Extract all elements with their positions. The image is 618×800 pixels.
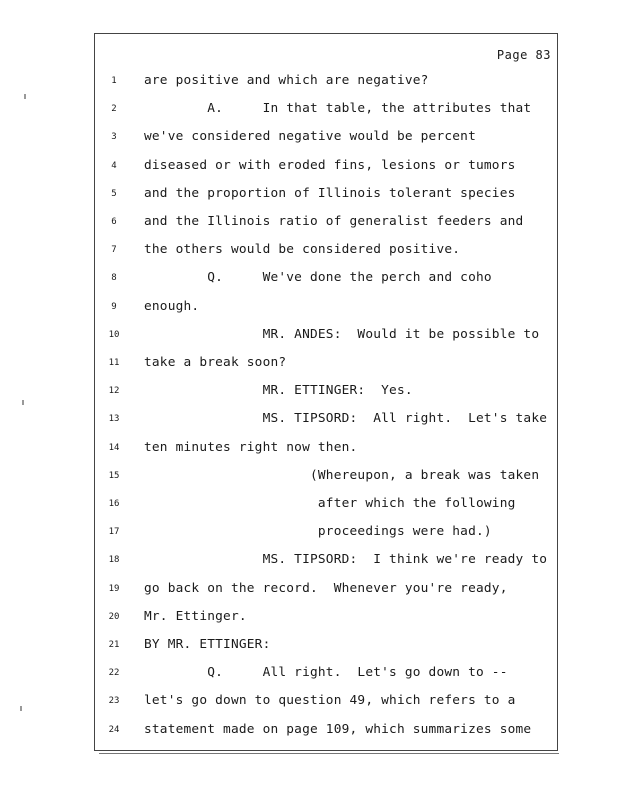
transcript-line	[95, 439, 557, 459]
line-text: statement made on page 109, which summarizes some	[144, 721, 532, 737]
transcript-line	[95, 326, 557, 346]
transcript-line	[95, 298, 557, 318]
transcript-line	[95, 721, 557, 741]
line-number: 3	[111, 132, 117, 143]
transcript-line	[95, 551, 557, 571]
line-number: 13	[108, 414, 120, 425]
line-number: 20	[108, 611, 120, 622]
line-number: 10	[108, 329, 120, 340]
scan-mark	[20, 706, 22, 711]
line-text: let's go down to question 49, which refers to a	[144, 693, 516, 709]
line-number: 22	[108, 668, 120, 679]
line-text: we've considered negative would be percent	[144, 129, 476, 145]
line-text: Q. All right. Let's go down to --	[144, 665, 508, 681]
transcript-line	[95, 467, 557, 487]
transcript-line	[95, 382, 557, 402]
line-number: 2	[111, 104, 117, 115]
line-number: 17	[108, 527, 120, 538]
line-text: after which the following	[144, 496, 516, 511]
transcript-line	[95, 664, 557, 684]
transcript-line	[95, 495, 557, 515]
line-text: (Whereupon, a break was taken	[144, 467, 540, 483]
line-number: 15	[108, 470, 120, 481]
line-number: 21	[108, 640, 120, 650]
line-text: take a break soon?	[144, 355, 287, 370]
line-text: MS. TIPSORD: All right. Let's take	[144, 411, 548, 427]
line-number: 8	[111, 273, 117, 284]
line-text: Mr. Ettinger.	[144, 608, 247, 624]
transcript-line	[95, 608, 557, 628]
line-number: 23	[108, 696, 120, 707]
line-text: proceedings were had.)	[144, 524, 492, 540]
line-text: MR. ETTINGER: Yes.	[144, 383, 413, 399]
line-text: ten minutes right now then.	[144, 439, 358, 455]
transcript-line	[95, 636, 557, 656]
line-number: 6	[111, 217, 117, 227]
transcript-line	[95, 128, 557, 148]
line-number: 4	[111, 160, 117, 171]
transcript-page	[94, 33, 558, 751]
line-text: and the Illinois ratio of generalist feeders and	[144, 214, 524, 229]
line-text: enough.	[144, 298, 200, 314]
line-number: 14	[108, 442, 120, 453]
line-number: 19	[108, 583, 120, 594]
transcript-line	[95, 100, 557, 120]
transcript-line	[95, 410, 557, 430]
line-number: 5	[111, 188, 117, 199]
transcript-line	[95, 269, 557, 289]
line-text: Q. We've done the perch and coho	[144, 270, 492, 286]
scan-mark	[24, 94, 26, 99]
line-number: 16	[108, 499, 120, 509]
line-text: BY MR. ETTINGER:	[144, 637, 271, 652]
line-number: 9	[111, 301, 117, 312]
line-number: 1	[111, 76, 117, 86]
line-number: 12	[108, 386, 120, 397]
line-number: 11	[108, 358, 120, 368]
transcript-line	[95, 580, 557, 600]
line-text: are positive and which are negative?	[144, 73, 429, 88]
transcript-line	[95, 241, 557, 261]
line-text: MR. ANDES: Would it be possible to	[144, 326, 540, 342]
line-text: go back on the record. Whenever you're ready,	[144, 580, 508, 596]
line-text: and the proportion of Illinois tolerant species	[144, 185, 516, 201]
transcript-line	[95, 523, 557, 543]
transcript-line	[95, 213, 557, 233]
line-text: the others would be considered positive.	[144, 242, 461, 258]
scan-mark	[22, 400, 24, 405]
transcript-line	[95, 692, 557, 712]
line-number: 7	[111, 245, 117, 256]
transcript-line	[95, 354, 557, 374]
line-text: A. In that table, the attributes that	[144, 101, 532, 117]
page-number: Page 83	[496, 48, 551, 62]
line-number: 18	[108, 555, 120, 566]
transcript-line	[95, 185, 557, 205]
line-text: diseased or with eroded fins, lesions or tumors	[144, 157, 516, 173]
line-text: MS. TIPSORD: I think we're ready to	[144, 552, 548, 568]
transcript-line	[95, 72, 557, 92]
transcript-line	[95, 157, 557, 177]
line-number: 24	[108, 724, 120, 735]
